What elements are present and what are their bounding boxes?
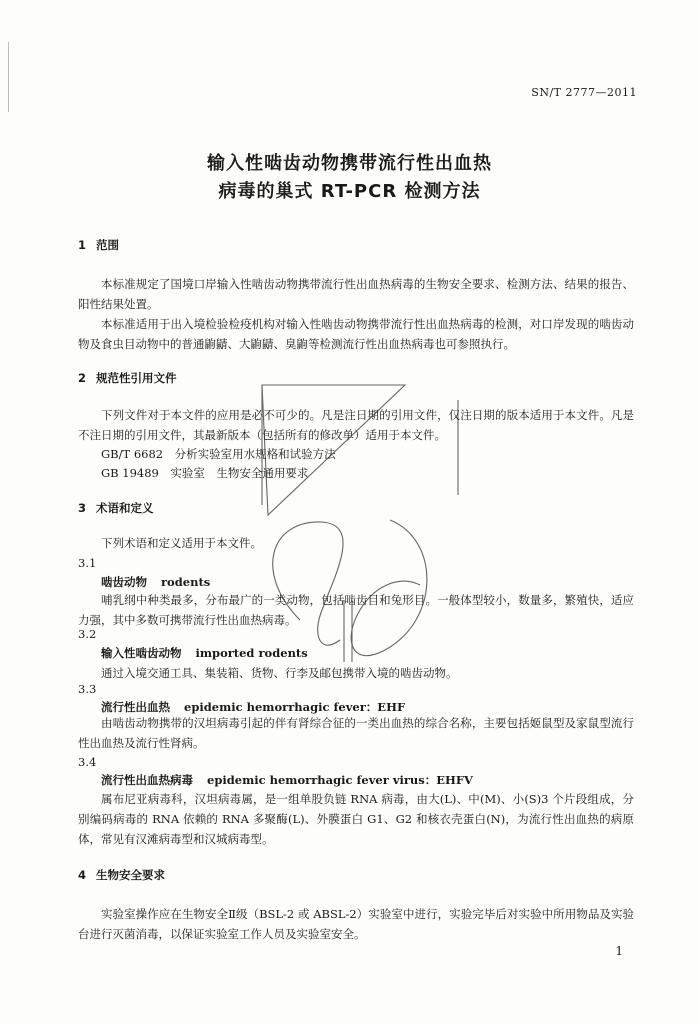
section-3-heading	[78, 500, 154, 516]
clause-number: 3.4	[78, 755, 97, 769]
clause-number: 3.1	[78, 556, 97, 570]
title-line-2: 病毒的巢式 RT-PCR 检测方法	[218, 181, 481, 202]
term-english: imported rodents	[195, 646, 308, 660]
section-2-paragraph: 下列文件对于本文件的应用是必不可少的。凡是注日期的引用文件，仅注日期的版本适用于本文件。凡是不注日期的引用文件，其最新版本（包括所有的修改单）适用于本文件。	[78, 408, 634, 442]
term-chinese: 流行性出血热	[101, 700, 170, 714]
section-number: 2	[78, 371, 87, 385]
section-4-paragraph: 实验室操作应在生物安全Ⅱ级（BSL-2 或 ABSL-2）实验室中进行，实验完毕后对实验中所用物品及实验台进行灭菌消毒，以保证实验室工作人员及实验室安全。	[78, 907, 634, 941]
reference-gb19489: GB 19489 实验室 生物安全通用要求	[101, 466, 309, 480]
watermark-stroke	[351, 520, 427, 656]
term-definition: 由啮齿动物携带的汉坦病毒引起的伴有肾综合征的一类出血热的综合名称，主要包括姬鼠型及家鼠型流行性出血热及流行性肾病。	[78, 716, 634, 750]
term-chinese: 输入性啮齿动物	[101, 646, 182, 660]
term-definition: 通过入境交通工具、集装箱、货物、行李及邮包携带入境的啮齿动物。	[101, 666, 458, 680]
section-title: 术语和定义	[96, 501, 154, 515]
title-line-1: 输入性啮齿动物携带流行性出血热	[207, 153, 492, 174]
section-title: 规范性引用文件	[96, 371, 177, 385]
clause-number: 3.2	[78, 627, 97, 641]
section-title: 范围	[96, 238, 119, 252]
section-1-heading	[78, 237, 119, 253]
term-english: rodents	[161, 575, 211, 589]
section-number: 4	[78, 868, 87, 882]
term-heading	[101, 574, 210, 590]
clause-number: 3.3	[78, 682, 97, 696]
term-english: epidemic hemorrhagic fever：EHF	[184, 700, 406, 714]
section-1-paragraph-1: 本标准规定了国境口岸输入性啮齿动物携带流行性出血热病毒的生物安全要求、检测方法、结果的报告、阳性结果处置。	[78, 277, 634, 311]
section-1-paragraph-2: 本标准适用于出入境检验检疫机构对输入性啮齿动物携带流行性出血热病毒的检测，对口岸发现的啮齿动物及食虫目动物中的普通鼩鼱、大鼩鼱、臭鼩等检测流行性出血热病毒也可参照执行。	[78, 317, 634, 351]
section-number: 3	[78, 501, 87, 515]
term-english: epidemic hemorrhagic fever virus：EHFV	[207, 773, 473, 787]
standard-code: SN/T 2777—2011	[531, 86, 637, 99]
term-heading	[101, 645, 308, 661]
section-4-heading	[78, 867, 165, 883]
section-2-heading	[78, 370, 177, 386]
reference-gbt6682: GB/T 6682 分析实验室用水规格和试验方法	[101, 447, 336, 461]
section-number: 1	[78, 238, 87, 252]
page-number: 1	[615, 944, 623, 958]
term-heading	[101, 772, 473, 788]
term-chinese: 啮齿动物	[101, 575, 147, 589]
section-title: 生物安全要求	[96, 868, 165, 882]
term-definition: 哺乳纲中种类最多，分布最广的一类动物，包括啮齿目和兔形目。一般体型较小，数量多，繁殖快，适应力强，其中多数可携带流行性出血热病毒。	[78, 593, 634, 627]
section-3-intro: 下列术语和定义适用于本文件。	[101, 536, 262, 550]
term-chinese: 流行性出血热病毒	[101, 773, 193, 787]
term-definition: 属布尼亚病毒科，汉坦病毒属，是一组单股负链 RNA 病毒，由大(L)、中(M)、小(S)3 个片段组成，分别编码病毒的 RNA 依赖的 RNA 多聚酶(L)、外膜蛋白 G1、G2 和核衣壳蛋白(N)，为流行性出血热的病原体，常见有汉滩病毒型和汉城病毒型。	[78, 792, 634, 846]
scan-edge-line	[8, 42, 9, 112]
